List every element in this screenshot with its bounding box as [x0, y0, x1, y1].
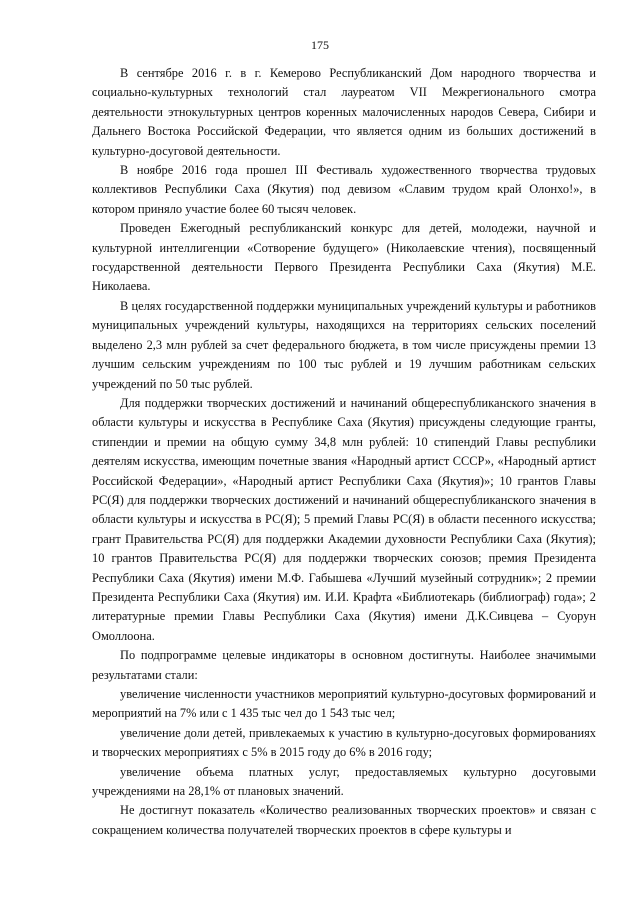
- paragraph-paid-services: увеличение объема платных услуг, предоставляемых культурно досуговыми учреждениями на 28,1% от плановых значений.: [92, 764, 596, 799]
- paragraph-rural-support: В целях государственной поддержки муниципальных учреждений культуры и работников муниципальных учреждений культуры, находящихся на территориях сельских поселений выделено 2,3 млн рублей за счет федерального бюджета, в том числе присуждены премии 13 лучшим сельским учреждениям по 100 тыс рублей и 19 лучшим работникам сельских учреждений по 50 тыс рублей.: [92, 298, 596, 391]
- document-body: [92, 64, 596, 840]
- paragraph-labor-festival: В ноябре 2016 года прошел III Фестиваль художественного творчества трудовых коллективов Республики Саха (Якутия) под девизом «Славим трудом край Олонхо!», в котором приняло участие более 60 тысяч человек.: [92, 163, 596, 216]
- page-number: 175: [311, 38, 329, 52]
- paragraph-kemerovo-laureate: В сентябре 2016 г. в г. Кемерово Республиканский Дом народного творчества и социально-культурных технологий стал лауреатом VII Межрегионального смотра деятельности этнокультурных центров коренных малочисленных народов Севера, Сибири и Дальнего Востока Российской Федерации, что является одним из больших достижений в культурно-досуговой деятельности.: [92, 66, 596, 158]
- paragraph-children-share: увеличение доли детей, привлекаемых к участию в культурно-досуговых формированиях и творческих мероприятиях с 5% в 2015 году до 6% в 2016 году;: [92, 725, 596, 760]
- paragraph-indicators-intro: По подпрограмме целевые индикаторы в основном достигнуты. Наиболее значимыми результатами стали:: [92, 648, 596, 682]
- paragraph-grants-awards: Для поддержки творческих достижений и начинаний общереспубликанского значения в области культуры и искусства в Республике Саха (Якутия) присуждены следующие гранты, стипендии и премии на общую сумму 34,8 млн рублей: 10 стипендий Главы республики деятелям искусства, имеющим почетные звания «Народный артист СССР», «Народный артист Российской Федерации», «Народный артист Республики Саха (Якутия)»; 10 грантов Главы РС(Я) для поддержки творческих достижений и начинаний общереспубликанского значения в области культуры и искусства в РС(Я); 5 премий Главы РС(Я) в области песенного искусства; грант Правительства РС(Я) для поддержки Академии духовности Республики Саха (Якутия); 10 грантов Правительства РС(Я) для поддержки творческих союзов; премия Президента Республики Саха (Якутия) имени М.Ф. Габышева «Лучший музейный сотрудник»; 2 премии Президента Республики Саха (Якутия) им. И.И. Крафта «Библиотекарь (библиограф) года»; 2 литературные премии Главы Республики Саха (Якутия) имени Д.К.Сивцева – Суорун Омоллоона.: [92, 395, 596, 643]
- paragraph-participants-increase: увеличение численности участников мероприятий культурно-досуговых формирований и мероприятий на 7% или с 1 435 тыс чел до 1 543 тыс чел;: [92, 687, 596, 721]
- paragraph-nikolaev-readings: Проведен Ежегодный республиканский конкурс для детей, молодежи, научной и культурной интеллигенции «Сотворение будущего» (Николаевские чтения), посвященный государственной деятельности Первого Президента Республики Саха (Якутия) М.Е. Николаева.: [92, 221, 596, 294]
- paragraph-projects-not-achieved: Не достигнут показатель «Количество реализованных творческих проектов» и связан с сокращением количества получателей творческих проектов в сфере культуры и: [92, 803, 596, 837]
